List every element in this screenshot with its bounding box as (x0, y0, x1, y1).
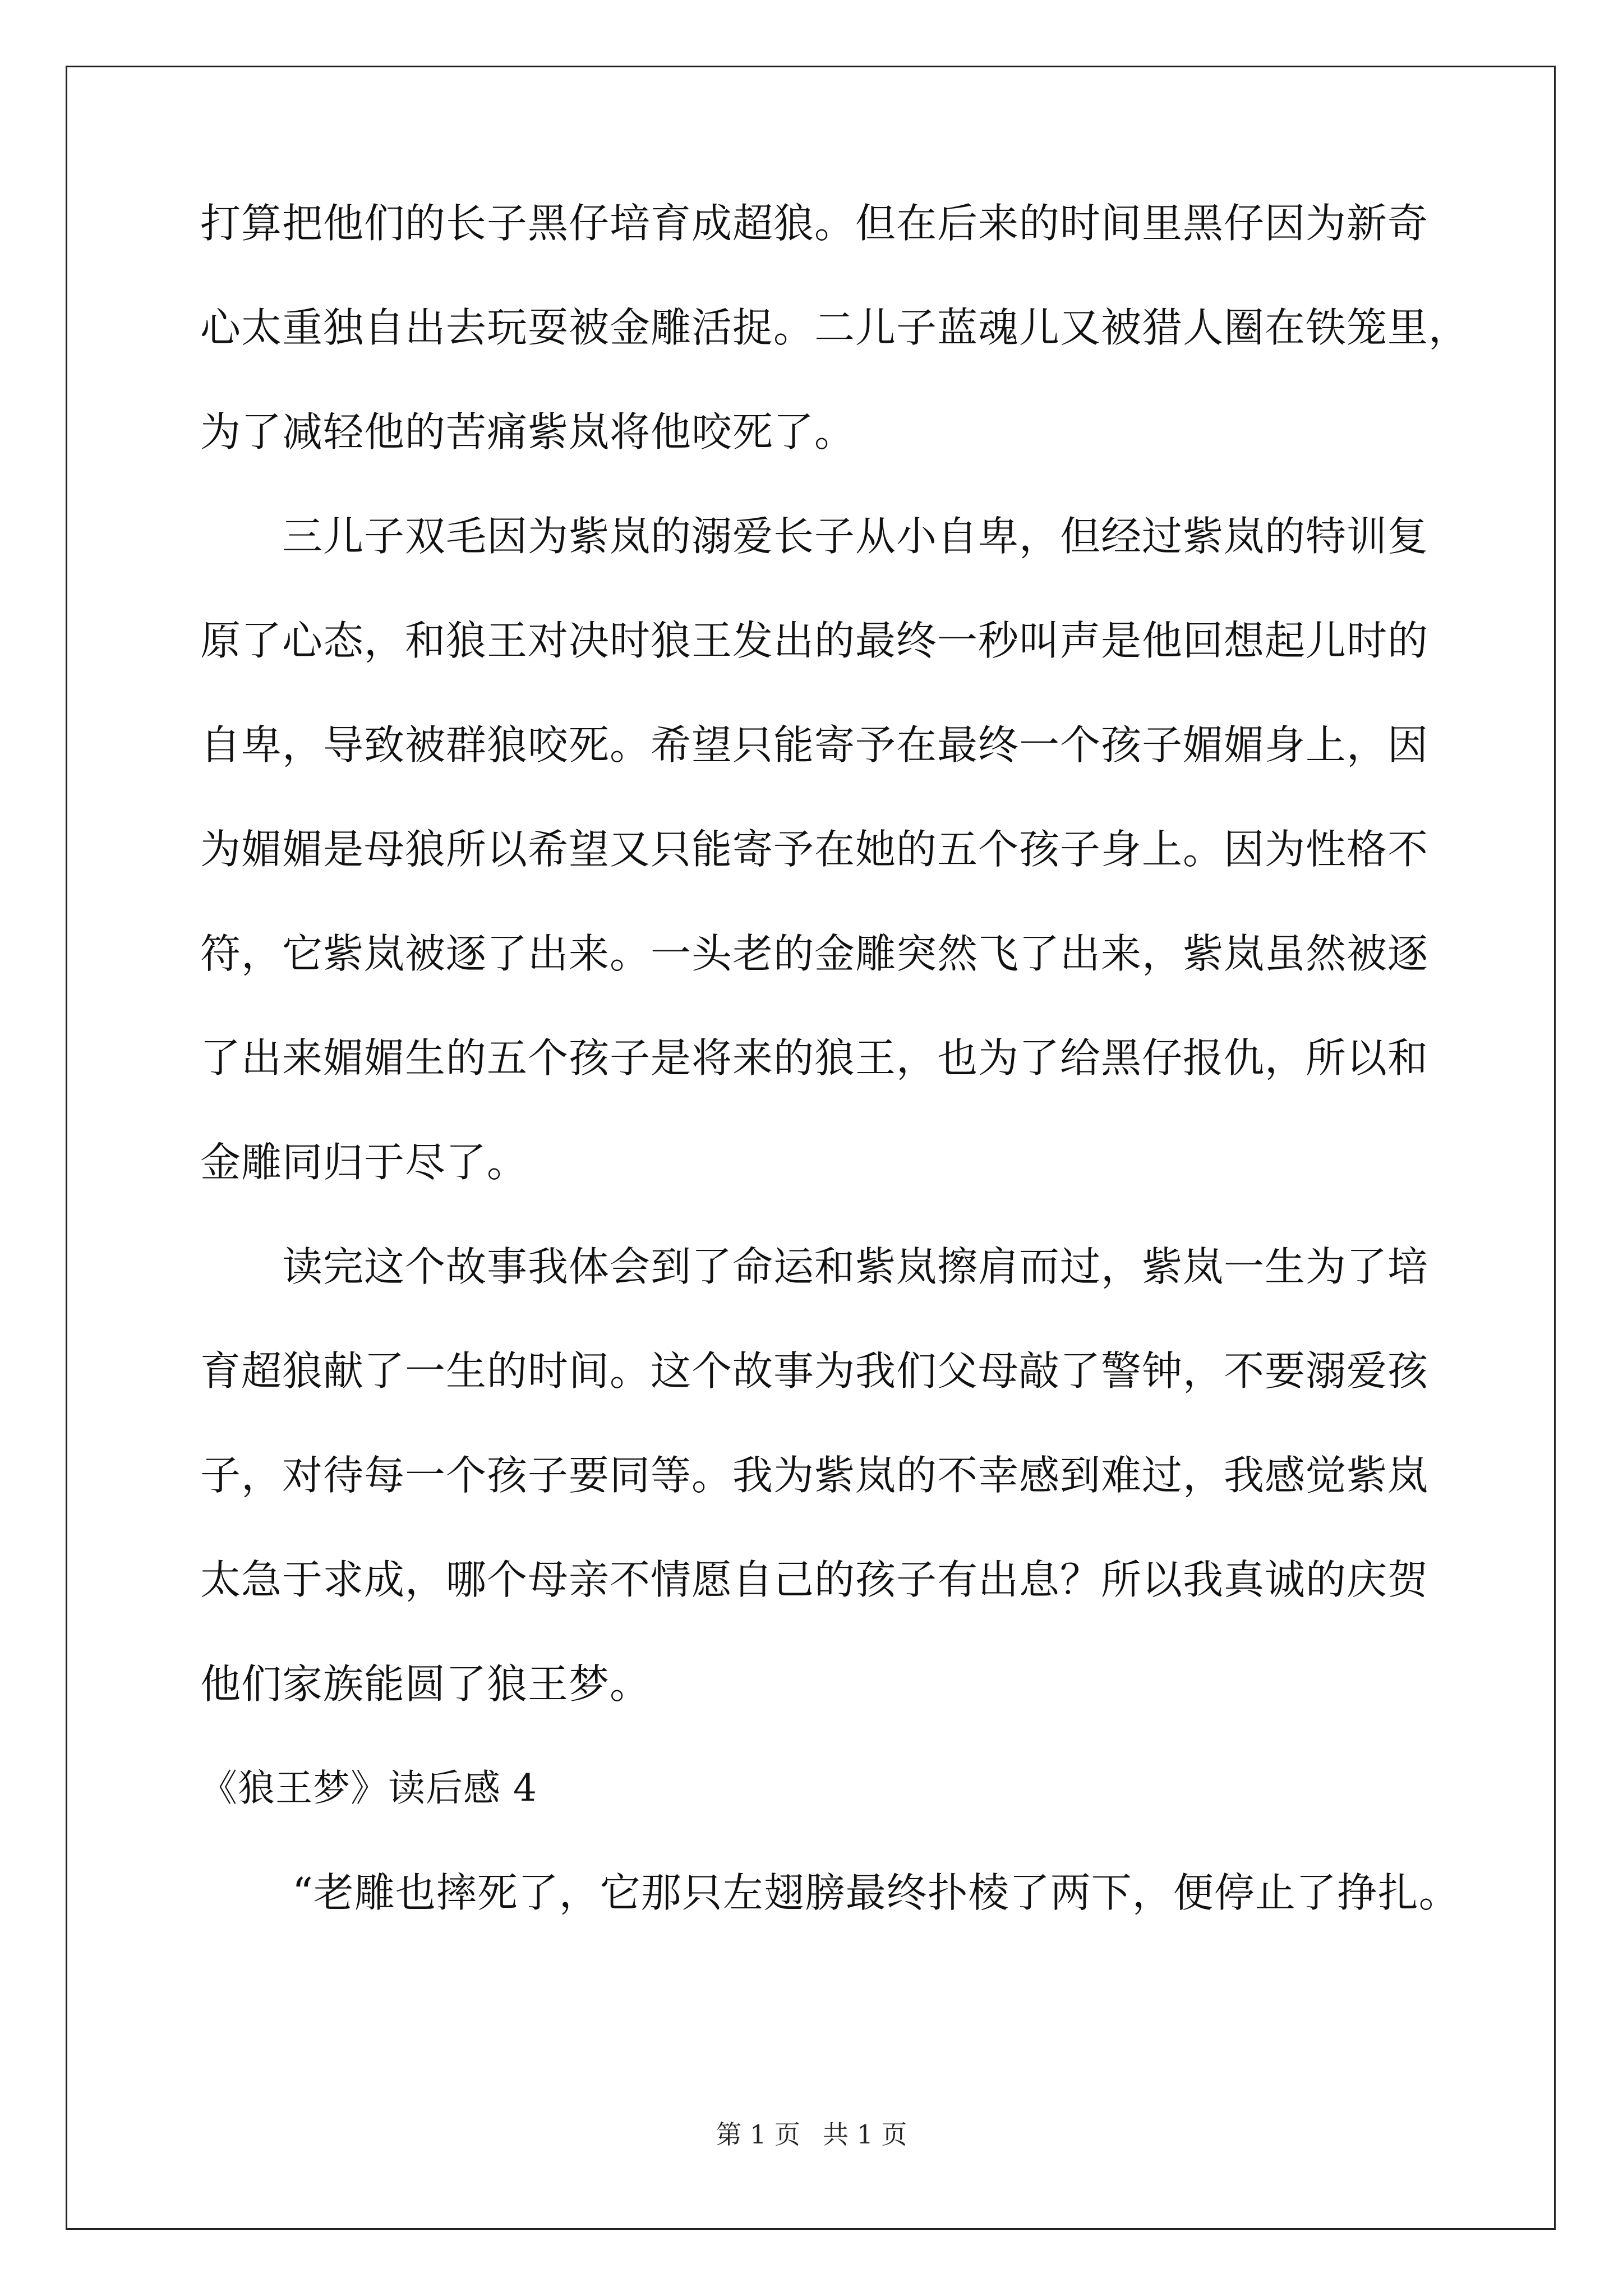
page-number: 第 1 页 (716, 2119, 800, 2150)
text-line: 打算把他们的长子黑仔培育成超狼。但在后来的时间里黑仔因为新奇 (200, 200, 1429, 247)
quote-line: “老雕也摔死了，它那只左翅膀最终扑棱了两下，便停止了挣扎。 (292, 1869, 1460, 1916)
paragraph-2 (200, 515, 1428, 1184)
text-line: 为媚媚是母狼所以希望又只能寄予在她的五个孩子身上。因为性格不 (200, 826, 1429, 873)
text-line: 自卑，导致被群狼咬死。希望只能寄予在最终一个孩子媚媚身上，因 (200, 721, 1429, 769)
text-line: 了出来媚媚生的五个孩子是将来的狼王，也为了给黑仔报仇，所以和 (200, 1034, 1429, 1082)
paragraph-3 (200, 1243, 1429, 1708)
section-heading: 《狼王梦》读后感 4 (200, 1766, 537, 1810)
document-body (200, 200, 1470, 1976)
text-line: 原了心态，和狼王对决时狼王发出的最终一秒叫声是他回想起儿时的 (200, 617, 1429, 664)
text-line: 符，它紫岚被逐了出来。一头老的金雕突然飞了出来，紫岚虽然被逐 (200, 930, 1429, 977)
text-line: 金雕同归于尽了。 (200, 1139, 528, 1186)
text-line: 他们家族能圆了狼王梦。 (200, 1660, 651, 1708)
page-total: 共 1 页 (823, 2119, 907, 2150)
text-line: 太急于求成，哪个母亲不情愿自己的孩子有出息？所以我真诚的庆贺 (200, 1556, 1429, 1603)
text-line: 为了减轻他的苦痛紫岚将他咬死了。 (200, 408, 856, 455)
text-line: 读完这个故事我体会到了命运和紫岚擦肩而过，紫岚一生为了培 (282, 1243, 1429, 1290)
page-footer (0, 2119, 1623, 2150)
paragraph-1 (200, 200, 1470, 455)
text-line: 三儿子双毛因为紫岚的溺爱长子从小自卑，但经过紫岚的特训复 (282, 513, 1429, 560)
text-line: 育超狼献了一生的时间。这个故事为我们父母敲了警钟，不要溺爱孩 (200, 1347, 1429, 1395)
text-line: 心太重独自出去玩耍被金雕活捉。二儿子蓝魂儿又被猎人圈在铁笼里， (200, 304, 1470, 351)
text-line: 子，对待每一个孩子要同等。我为紫岚的不幸感到难过，我感觉紫岚 (200, 1452, 1429, 1499)
